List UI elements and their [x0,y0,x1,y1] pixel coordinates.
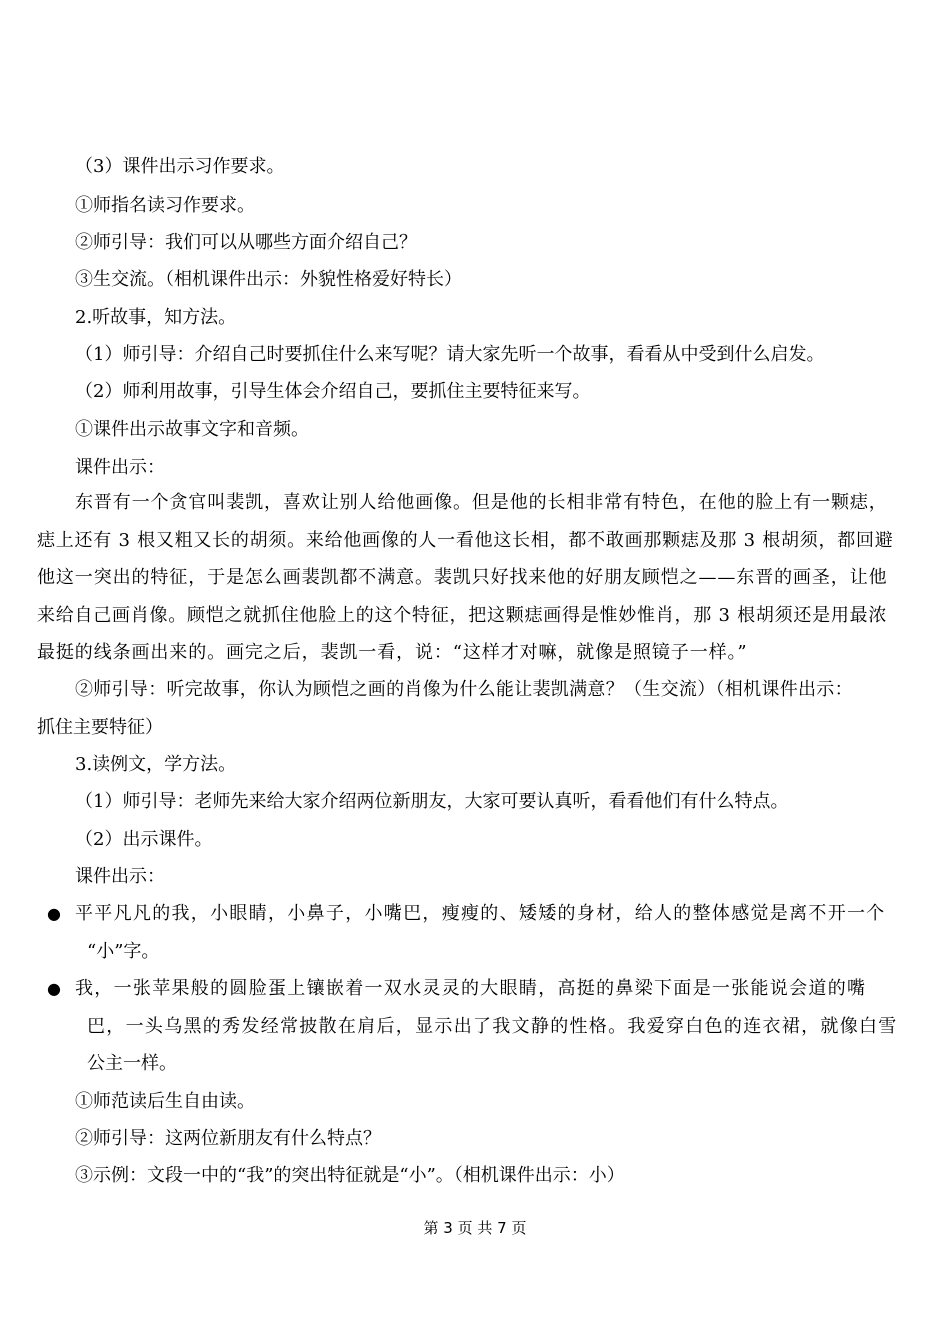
courseware-label: 课件出示： [75,866,165,887]
paragraph: ③生交流。（相机课件出示：外貌性格爱好特长） [75,269,462,290]
paragraph: ①课件出示故事文字和音频。 [75,419,309,440]
step-3-heading: （3）课件出示习作要求。 [75,156,285,177]
paragraph-continuation: 抓住主要特征） [37,717,163,738]
story-text-line: 来给自己画肖像。顾恺之就抓住他脸上的这个特征，把这颗痣画得是惟妙惟肖，那 3 根胡须还是用最浓 [37,605,888,626]
example-text-line: 平平凡凡的我，小眼睛，小鼻子，小嘴巴，瘦瘦的、矮矮的身材，给人的整体感觉是离不开一个 [75,903,886,924]
example-text-line: 我，一张苹果般的圆脸蛋上镶嵌着一双水灵灵的大眼睛，高挺的鼻梁下面是一张能说会道的嘴 [75,978,867,999]
paragraph: ①师指名读习作要求。 [75,195,255,216]
story-text-line: 最挺的线条画出来的。画完之后，裴凯一看，说：“这样才对嘛，就像是照镜子一样。” [37,642,748,663]
courseware-label: 课件出示： [75,457,165,478]
section-heading-3: 3.读例文，学方法。 [75,754,237,775]
paragraph: （2）出示课件。 [75,829,213,850]
page-number-footer: 第 3 页 共 7 页 [423,1219,527,1237]
paragraph: ②师引导：听完故事，你认为顾恺之画的肖像为什么能让裴凯满意？（生交流）（相机课件出示： [75,679,853,700]
example-text-line: “小”字。 [87,941,160,962]
paragraph: （1）师引导：老师先来给大家介绍两位新朋友，大家可要认真听，看看他们有什么特点。 [75,791,789,812]
paragraph: ②师引导：这两位新朋友有什么特点？ [75,1128,381,1149]
paragraph: ①师范读后生自由读。 [75,1091,255,1112]
example-text-line: 公主一样。 [87,1053,177,1074]
paragraph: ③示例：文段一中的“我”的突出特征就是“小”。（相机课件出示：小） [75,1165,625,1186]
bullet-icon: ● [47,904,61,923]
section-heading-2: 2.听故事，知方法。 [75,307,237,328]
paragraph: ②师引导：我们可以从哪些方面介绍自己？ [75,232,417,253]
story-text-line: 他这一突出的特征，于是怎么画裴凯都不满意。裴凯只好找来他的好朋友顾恺之——东晋的画圣，让他 [37,567,888,588]
story-text-line: 东晋有一个贪官叫裴凯，喜欢让别人给他画像。但是他的长相非常有特色，在他的脸上有一颗痣， [75,492,888,513]
bullet-icon: ● [47,979,61,998]
example-text-line: 巴，一头乌黑的秀发经常披散在肩后，显示出了我文静的性格。我爱穿白色的连衣裙，就像白雪 [87,1016,898,1037]
paragraph: （1）师引导：介绍自己时要抓住什么来写呢？请大家先听一个故事，看看从中受到什么启发。 [75,344,825,365]
paragraph: （2）师利用故事，引导生体会介绍自己，要抓住主要特征来写。 [75,381,591,402]
story-text-line: 痣上还有 3 根又粗又长的胡须。来给他画像的人一看他这长相，都不敢画那颗痣及那 3 根胡须，都回避 [37,530,894,551]
